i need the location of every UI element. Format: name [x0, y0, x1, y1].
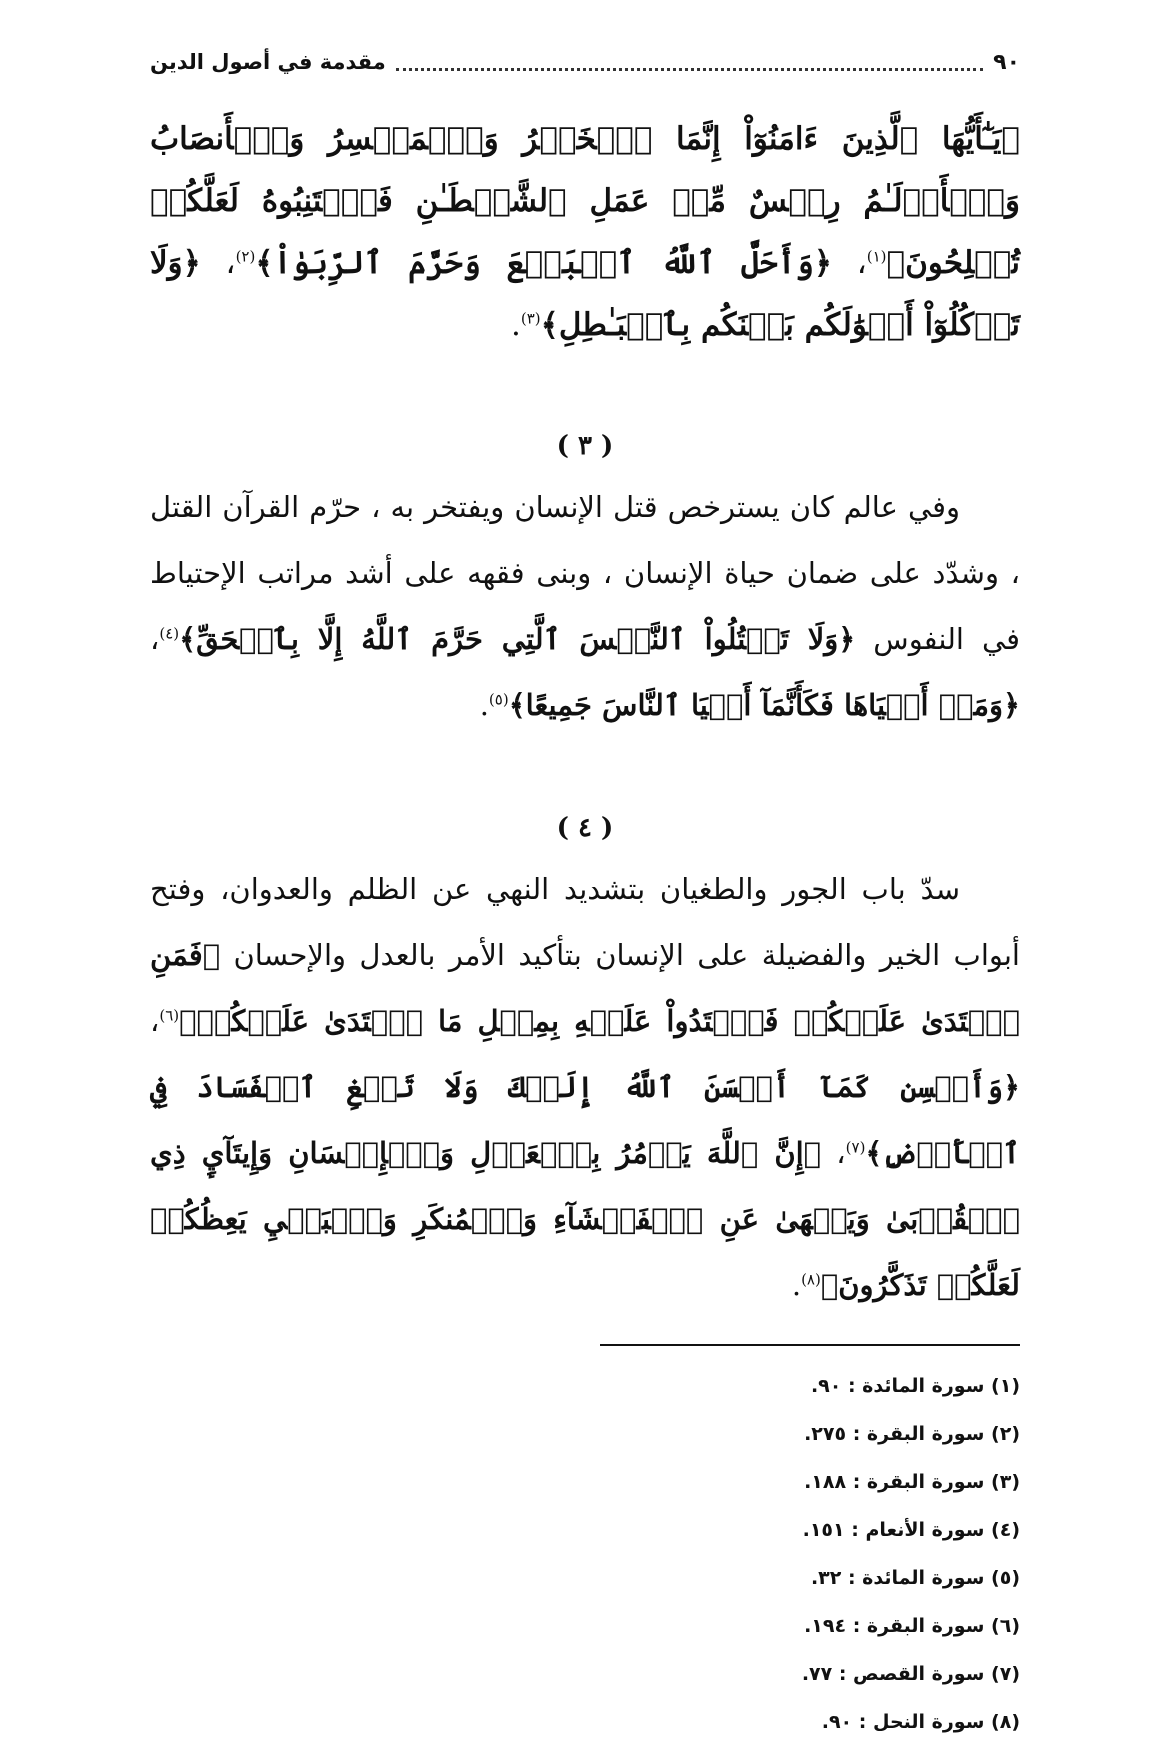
section-number: ( ٣ ) — [556, 431, 614, 461]
footnote-reference[interactable]: (٣) — [520, 309, 541, 328]
paragraph-sanctity-of-life — [150, 474, 1020, 738]
footnote-item: (٥) سورة المائدة : ٣٢. — [810, 1567, 1020, 1589]
separator: ، — [821, 1136, 846, 1170]
footnote-item: (٦) سورة البقرة : ١٩٤. — [804, 1615, 1020, 1637]
paragraph-end: . — [791, 1268, 802, 1302]
paragraph-end: . — [479, 688, 489, 722]
separator: ، — [832, 245, 867, 281]
quran-verse: ﴿وَأَحَلَّ ٱللَّهُ ٱلۡبَيۡعَ وَحَرَّمَ ٱلرِّبَوٰاْ﴾ — [255, 245, 832, 281]
footnote-reference[interactable]: (٨) — [801, 1270, 821, 1289]
book-page — [150, 38, 1020, 1746]
footnote-item: (١) سورة المائدة : ٩٠. — [810, 1375, 1020, 1397]
separator: ، — [200, 245, 236, 281]
footnotes-list — [150, 1362, 1020, 1746]
footnote-reference[interactable]: (٦) — [159, 1006, 180, 1025]
quran-verse: ﴿وَلَا تَقۡتُلُواْ ٱلنَّفۡسَ ٱلَّتِي حَرَّمَ ٱللَّهُ إِلَّا بِٱلۡحَقِّ﴾ — [179, 622, 856, 656]
quran-verse: ﴿إِنَّ ٱللَّهَ يَأۡمُرُ بِٱلۡعَدۡلِ وَٱلۡإِحۡسَانِ وَإِيتَآيِٕ ذِي ٱلۡقُرۡبَىٰ وَيَنۡهَىٰ عَنِ ٱلۡفَحۡشَآءِ وَٱلۡمُنكَرِ وَٱلۡبَغۡيِ يَعِظُكُمۡ لَعَلَّكُمۡ تَذَكَّرُونَ﴾ — [150, 1136, 1020, 1302]
footnote-reference[interactable]: (١) — [866, 247, 887, 266]
quran-verse: ﴿وَمَنۡ أَحۡيَاهَا فَكَأَنَّمَآ أَحۡيَا ٱلنَّاسَ جَمِيعًا﴾ — [508, 688, 1020, 722]
running-header — [150, 38, 1020, 86]
footnote-item: (٧) سورة القصص : ٧٧. — [801, 1663, 1020, 1685]
separator: ، — [150, 1004, 160, 1038]
footnote-divider — [600, 1344, 1020, 1346]
footnote-reference[interactable]: (٢) — [235, 247, 256, 266]
body-text: سدّ باب الجور والطغيان بتشديد النهي عن الظلم والعدوان، وفتح أبواب الخير والفضيلة على الإنسان بتأكيد الأمر بالعدل والإحسان — [150, 872, 1020, 972]
leader-dots — [396, 54, 983, 71]
footnote-reference[interactable]: (٤) — [159, 624, 180, 643]
footnote-reference[interactable]: (٥) — [488, 690, 509, 709]
footnote-item: (٢) سورة البقرة : ٢٧٥. — [804, 1423, 1020, 1445]
separator: ، — [150, 622, 160, 656]
quran-verse: ﴿يَـٰٓأَيُّهَا ٱلَّذِينَ ءَامَنُوٓاْ إِنَّمَا ٱلۡخَمۡرُ وَٱلۡمَيۡسِرُ وَٱلۡأَنصَابُ وَٱلۡأَزۡلَـٰمُ رِجۡسٌ مِّنۡ عَمَلِ ٱلشَّيۡطَـٰنِ فَٱجۡتَنِبُوهُ لَعَلَّكُمۡ تُفۡلِحُونَ﴾ — [150, 121, 1021, 281]
paragraph-end: . — [511, 307, 521, 343]
footnote-item: (٤) سورة الأنعام : ١٥١. — [802, 1519, 1020, 1541]
page-number: ٩٠ — [993, 49, 1020, 75]
footnote-reference[interactable]: (٧) — [845, 1138, 866, 1157]
body-text: وفي عالم كان يسترخص قتل الإنسان ويفتخر به ، حرّم القرآن القتل ، وشدّد على ضمان حياة الإنسان ، وبنى فقهه على أشد مراتب الإحتياط في النفوس — [150, 490, 1021, 656]
footnote-item: (٣) سورة البقرة : ١٨٨. — [804, 1471, 1020, 1493]
quran-verse: ﴿فَمَنِ ٱعۡتَدَىٰ عَلَيۡكُمۡ فَٱعۡتَدُواْ عَلَيۡهِ بِمِثۡلِ مَا ٱعۡتَدَىٰ عَلَيۡكُمۡ﴾ — [150, 938, 1020, 1038]
paragraph-justice — [150, 856, 1020, 1318]
section-number: ( ٤ ) — [556, 813, 614, 843]
footnote-item: (٨) سورة النحل : ٩٠. — [821, 1711, 1020, 1733]
quran-verse: ﴿وَلَا تَأۡكُلُوٓاْ أَمۡوَٰلَكُم بَيۡنَكُم بِٱلۡبَـٰطِلِ﴾ — [150, 245, 1020, 343]
quran-verse: ﴿وَأَحۡسِن كَمَآ أَحۡسَنَ ٱللَّهُ إِلَيۡكَ وَلَا تَبۡغِ ٱلۡفَسَادَ فِي ٱلۡأَرۡضِ﴾ — [150, 1070, 1020, 1170]
paragraph-verses-intro — [150, 108, 1020, 356]
book-title: مقدمة في أصول الدين — [150, 50, 386, 74]
